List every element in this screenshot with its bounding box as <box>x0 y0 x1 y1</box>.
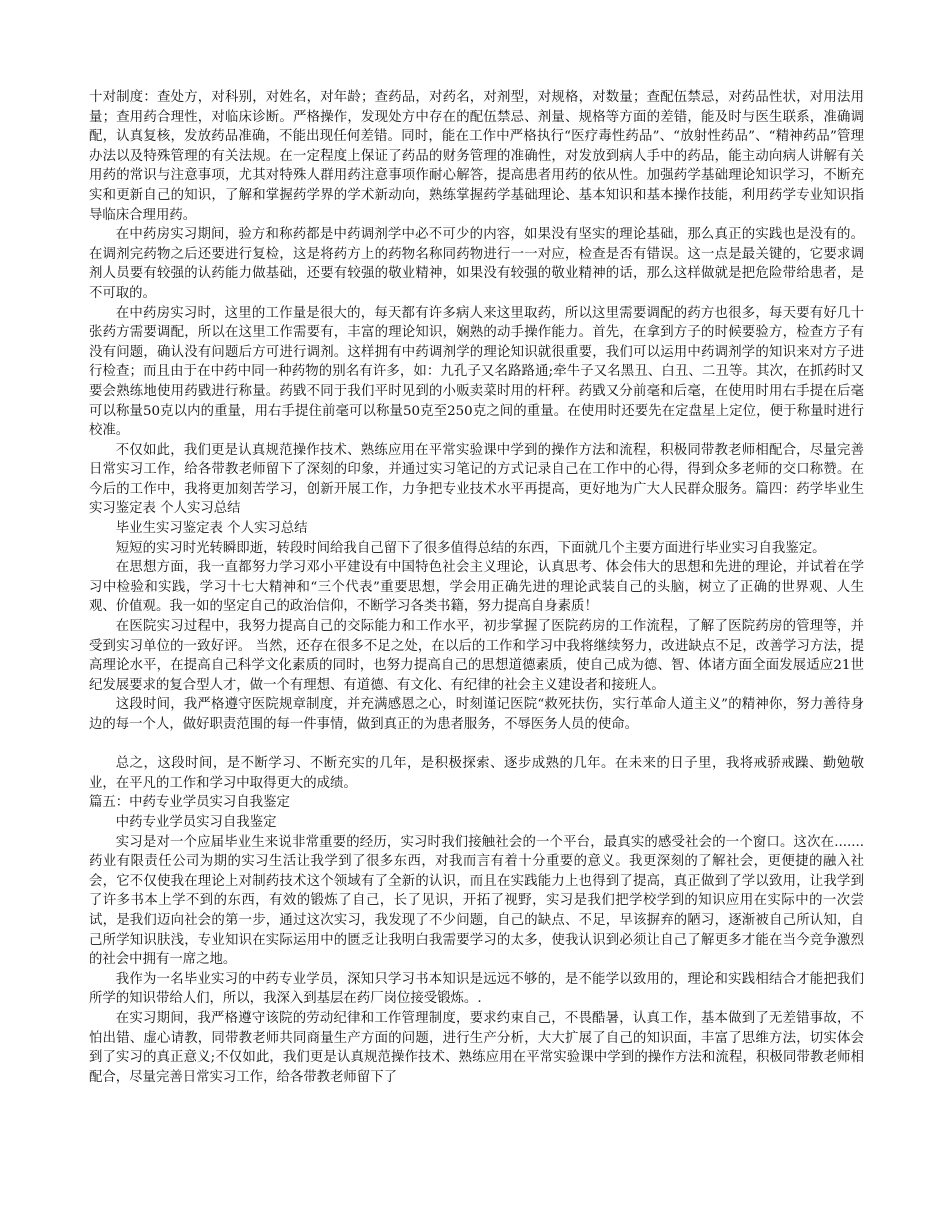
body-paragraph: 在医院实习过程中，我努力提高自己的交际能力和工作水平，初步掌握了医院药房的工作流程，了解了医院药房的管理等，并受到实习单位的一致好评。 当然，还存在很多不足之处，在以后的工作和学习中我将继续努力，改进缺点不足，改善学习方法，提高理论水平，在提高自己科学文化素质的同时，也努力提高自己的思想道德素质，使自己成为德、智、体诸方面全面发展适应21世纪发展要求的复合型人才，做一个有理想、有道德、有文化、有纪律的社会主义建设者和接班人。 <box>89 619 864 693</box>
body-paragraph: 实习是对一个应届毕业生来说非常重要的经历，实习时我们接触社会的一个平台，最真实的感受社会的一个窗口。这次在.......药业有限责任公司为期的实习生活让我学到了很多东西，对我而言有着十分重要的意义。我更深刻的了解社会，更便捷的融入社会，它不仅使我在理论上对制药技术这个领域有了全新的认识，而且在实践能力上也得到了提高，真正做到了学以致用，让我学到了许多书本上学不到的东西，有效的锻炼了自己，长了见识，开拓了视野，实习是我们把学校学到的知识应用在实际中的一次尝试，是我们迈向社会的第一步，通过这次实习，我发现了不少问题，自己的缺点、不足，早该摒弃的陋习，逐渐被自己所认知，自己所学知识肤浅，专业知识在实际运用中的匮乏让我明白我需要学习的太多，使我认识到必须让自己了解更多才能在当今竞争激烈的社会中拥有一席之地。 <box>89 834 864 968</box>
body-paragraph: 我作为一名毕业实习的中药专业学员，深知只学习书本知识是远远不够的，是不能学以致用的，理论和实践相结合才能把我们所学的知识带给人们，所以，我深入到基层在药厂岗位接受锻炼。. <box>89 971 864 1007</box>
body-paragraph: 不仅如此，我们更是认真规范操作技术、熟练应用在平常实验课中学到的操作方法和流程，积极同带教老师相配合，尽量完善日常实习工作，给各带教老师留下了深刻的印象，并通过实习笔记的方式记录自己在工作中的心得，得到众多老师的交口称赞。在今后的工作中，我将更加刻苦学习，创新开展工作，力争把专业技术水平再提高，更好地为广大人民群众服务。篇四：药学毕业生实习鉴定表 个人实习总结 <box>89 442 864 517</box>
document-page <box>89 88 864 1087</box>
body-paragraph: 篇五：中药专业学员实习自我鉴定 <box>89 795 290 811</box>
body-paragraph: 十对制度：查处方，对科别，对姓名，对年龄；查药品，对药名，对剂型，对规格，对数量；查配伍禁忌，对药品性状，对用法用量；查用药合理性，对临床诊断。严格操作，发现处方中存在的配伍禁忌、剂量、规格等方面的差错，能及时与医生联系，准确调配，认真复核，发放药品准确，不能出现任何差错。同时，能在工作中严格执行“医疗毒性药品”、“放射性药品”、“精神药品”管理办法以及特殊管理的有关法规。在一定程度上保证了药品的财务管理的准确性，对发放到病人手中的药品，能主动向病人讲解有关用药的常识与注意事项，尤其对特殊人群用药注意事项作耐心解答，提高患者用药的依从性。加强药学基础理论知识学习，不断充实和更新自己的知识，了解和掌握药学界的学术新动向，熟练掌握药学基础理论、基本知识和基本操作技能，利用药学专业知识指导临床合理用药。 <box>89 90 864 223</box>
body-paragraph: 在中药房实习时，这里的工作量是很大的，每天都有许多病人来这里取药，所以这里需要调配的药方也很多，每天要有好几十张药方需要调配，所以在这里工作需要有，丰富的理论知识，娴熟的动手操作能力。首先，在拿到方子的时候要验方，检查方子有没有问题，确认没有问题后方可进行调剂。这样拥有中药调剂学的理论知识就很重要，我们可以运用中药调剂学的知识来对方子进行检查；而且由于在中药中同一种药物的别名有许多，如：九孔子又名路路通;牵牛子又名黑丑、白丑、二丑等。其次，在抓药时又要会熟练地使用药戥进行称量。药戥不同于我们平时见到的小贩卖菜时用的杆秤。药戥又分前毫和后毫，在使用时用右手提在后毫可以称量50克以内的重量，用右手提住前毫可以称量50克至250克之间的重量。在使用时还要先在定盘星上定位，便于称量时进行校准。 <box>89 305 864 439</box>
body-paragraph: 总之，这段时间，是不断学习、不断充实的几年，是积极探索、逐步成熟的几年。在未来的日子里，我将戒骄戒躁、勤勉敬业，在平凡的工作和学习中取得更大的成绩。 <box>89 756 864 791</box>
body-paragraph: 在中药房实习期间，验方和称药都是中药调剂学中必不可少的内容，如果没有坚实的理论基础，那么真正的实践也是没有的。在调剂完药物之后还要进行复检，这是将药方上的药物名称同药物进行一一对应，检查是否有错误。这一点是最关键的，它要求调剂人员要有较强的认药能力做基础，还要有较强的敬业精神，如果没有较强的敬业精神的话，那么这样做就是把危险带给患者，是不可取的。 <box>89 227 864 301</box>
body-paragraph: 在实习期间，我严格遵守该院的劳动纪律和工作管理制度，要求约束自己，不畏酷暑，认真工作，基本做到了无差错事故，不怕出错、虚心请教，同带教老师共同商量生产方面的问题，进行生产分析，大大扩展了自己的知识面，丰富了思维方法，切实体会到了实习的真正意义;不仅如此，我们更是认真规范操作技术、熟练应用在平常实验课中学到的操作方法和流程，积极同带教老师相配合，尽量完善日常实习工作，给各带教老师留下了 <box>89 1010 864 1085</box>
body-paragraph: 中药专业学员实习自我鉴定 <box>115 814 277 830</box>
body-paragraph: 这段时间，我严格遵守医院规章制度，并充满感恩之心，时刻谨记医院“救死扶伤，实行革命人道主义”的精神你，努力善待身边的每一个人，做好职责范围的每一件事情，做到真正的为患者服务，不辱医务人员的使命。 <box>89 697 864 732</box>
body-paragraph <box>89 735 864 755</box>
body-paragraph: 毕业生实习鉴定表 个人实习总结 <box>115 521 308 537</box>
body-paragraph: 在思想方面，我一直都努力学习邓小平建设有中国特色社会主义理论，认真思考、体会伟大的思想和先进的理论，并试着在学习中检验和实践，学习十七大精神和“三个代表”重要思想，学会用正确先进的理论武装自己的头脑，树立了正确的世界观、人生观、价值观。我一如的坚定自己的政治信仰，不断学习各类书籍，努力提高自身素质！ <box>89 560 864 615</box>
body-paragraph: 短短的实习时光转瞬即逝，转段时间给我自己留下了很多值得总结的东西，下面就几个主要方面进行毕业实习自我鉴定。 <box>115 540 826 556</box>
